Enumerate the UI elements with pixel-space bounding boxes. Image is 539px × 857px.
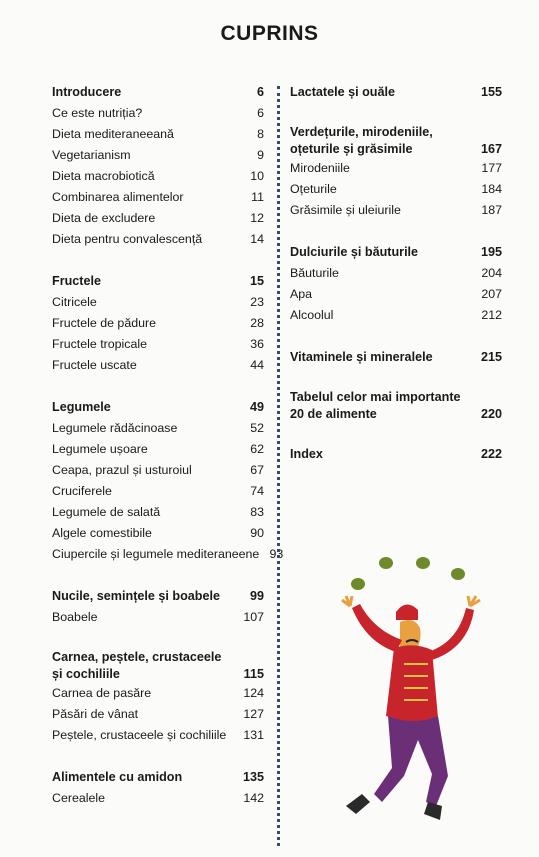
toc-item-page: 204 xyxy=(481,266,502,280)
toc-item-page: 107 xyxy=(243,610,264,624)
toc-item-label: Algele comestibile xyxy=(52,526,152,540)
toc-item-page: 9 xyxy=(257,148,264,162)
toc-heading-page: 215 xyxy=(480,350,502,364)
toc-heading-last-line xyxy=(290,406,502,423)
toc-item-page: 36 xyxy=(250,337,264,351)
toc-item-page: 23 xyxy=(250,295,264,309)
toc-item-pasari-de-vanat[interactable] xyxy=(52,704,264,725)
toc-item-page: 67 xyxy=(250,463,264,477)
toc-item-label: Legumele ușoare xyxy=(52,442,148,456)
toc-item-label: Dieta macrobiotică xyxy=(52,169,155,183)
toc-item-page: 11 xyxy=(251,190,264,204)
toc-heading-label: Vitaminele și mineralele xyxy=(290,350,433,364)
toc-item-alcoolul[interactable] xyxy=(290,305,502,326)
toc-item-dieta-pentru-convalescenta[interactable] xyxy=(52,229,264,250)
toc-item-legumele-usoare[interactable] xyxy=(52,439,264,460)
toc-item-label: Ciupercile și legumele mediteraneene xyxy=(52,547,260,561)
juggler-illustration xyxy=(318,540,518,840)
toc-item-dieta-mediteraneeana[interactable] xyxy=(52,124,264,145)
left-shoe xyxy=(346,794,370,814)
toc-item-label: Boabele xyxy=(52,610,98,624)
toc-heading-label: Fructele xyxy=(52,274,101,288)
toc-item-label: Cerealele xyxy=(52,791,106,805)
toc-heading-alimentele-cu-amidon[interactable] xyxy=(52,767,264,788)
toc-item-label: Legumele rădăcinoase xyxy=(52,421,178,435)
hat xyxy=(396,604,418,620)
toc-section xyxy=(52,82,264,250)
toc-item-ciupercile-si-legumele-mediteraneene[interactable] xyxy=(52,544,284,565)
right-arm xyxy=(428,608,474,660)
toc-item-page: 28 xyxy=(250,316,264,330)
toc-heading-index[interactable] xyxy=(290,444,502,465)
toc-item-combinarea-alimentelor[interactable] xyxy=(52,187,264,208)
toc-heading-label: oțeturile și grăsimile xyxy=(290,142,413,156)
toc-item-label: Ceapa, prazul și usturoiul xyxy=(52,463,192,477)
toc-item-grasimile-si-uleiurile[interactable] xyxy=(290,200,502,221)
toc-item-label: Ce este nutriția? xyxy=(52,106,143,120)
toc-item-page: 90 xyxy=(250,526,264,540)
toc-heading-oteturile-si-grasimile[interactable] xyxy=(290,124,502,158)
toc-item-fructele-tropicale[interactable] xyxy=(52,334,264,355)
toc-section xyxy=(290,347,502,368)
toc-item-vegetarianism[interactable] xyxy=(52,145,264,166)
juggling-ball-4 xyxy=(451,568,465,580)
toc-item-label: Peștele, crustaceele și cochiliile xyxy=(52,728,227,742)
toc-item-bauturile[interactable] xyxy=(290,263,502,284)
toc-heading-line: Tabelul celor mai importante xyxy=(290,390,461,404)
toc-item-label: Fructele uscate xyxy=(52,358,137,372)
toc-item-label: Fructele de pădure xyxy=(52,316,157,330)
toc-item-mirodeniile[interactable] xyxy=(290,158,502,179)
toc-heading-page: 135 xyxy=(242,770,264,784)
toc-item-cerealele[interactable] xyxy=(52,788,264,809)
toc-heading-label: și cochiliile xyxy=(52,667,120,681)
toc-item-page: 44 xyxy=(250,358,264,372)
toc-heading-line: Verdețurile, mirodeniile, xyxy=(290,125,433,139)
juggling-ball-2 xyxy=(379,557,393,569)
toc-heading-label: Introducere xyxy=(52,85,122,99)
toc-heading-last-line xyxy=(52,666,264,683)
toc-heading-page: 115 xyxy=(243,667,264,681)
toc-section xyxy=(290,124,502,221)
toc-heading-page: 195 xyxy=(480,245,502,259)
toc-item-page: 14 xyxy=(250,232,264,246)
toc-heading-label: Legumele xyxy=(52,400,111,414)
toc-heading-page: 6 xyxy=(256,85,264,99)
toc-item-ce-este-nutritia[interactable] xyxy=(52,103,264,124)
toc-item-label: Vegetarianism xyxy=(52,148,131,162)
toc-item-page: 62 xyxy=(250,442,264,456)
toc-right-column xyxy=(290,82,502,486)
toc-item-page: 12 xyxy=(250,211,264,225)
toc-heading-dulciurile-si-bauturile[interactable] xyxy=(290,242,502,263)
toc-item-label: Grăsimile și uleiurile xyxy=(290,203,401,217)
toc-heading-label: Dulciurile și băuturile xyxy=(290,245,419,259)
toc-item-apa[interactable] xyxy=(290,284,502,305)
page-title: CUPRINS xyxy=(220,22,319,45)
toc-item-page: 10 xyxy=(250,169,264,183)
toc-item-page: 207 xyxy=(481,287,502,301)
toc-heading-fructele[interactable] xyxy=(52,271,264,292)
toc-section xyxy=(290,242,502,326)
toc-heading-page: 167 xyxy=(480,142,502,156)
toc-item-page: 6 xyxy=(257,106,264,120)
toc-heading-page: 220 xyxy=(480,407,502,421)
toc-item-carnea-de-pasare[interactable] xyxy=(52,683,264,704)
jacket xyxy=(386,645,438,721)
toc-item-cruciferele[interactable] xyxy=(52,481,264,502)
toc-section xyxy=(290,82,502,103)
toc-heading-line: Carnea, peștele, crustaceele xyxy=(52,650,222,664)
toc-item-oteturile[interactable] xyxy=(290,179,502,200)
toc-item-ceapa-prazul-si-usturoiul[interactable] xyxy=(52,460,264,481)
toc-section xyxy=(52,649,264,746)
left-arm xyxy=(352,604,402,652)
toc-heading-si-cochiliile[interactable] xyxy=(52,649,264,683)
toc-item-label: Combinarea alimentelor xyxy=(52,190,184,204)
toc-item-page: 83 xyxy=(250,505,264,519)
toc-item-page: 142 xyxy=(243,791,264,805)
trousers xyxy=(374,716,448,806)
toc-item-citricele[interactable] xyxy=(52,292,264,313)
toc-section xyxy=(290,444,502,465)
toc-item-label: Cruciferele xyxy=(52,484,112,498)
toc-heading-label: Nucile, semințele și boabele xyxy=(52,589,220,603)
toc-heading-label: 20 de alimente xyxy=(290,407,377,421)
toc-left-column xyxy=(52,82,284,830)
toc-heading-page: 222 xyxy=(480,447,502,461)
toc-item-label: Dieta pentru convalescență xyxy=(52,232,203,246)
toc-section xyxy=(52,586,264,628)
toc-heading-page: 49 xyxy=(249,400,264,414)
toc-heading-page: 99 xyxy=(249,589,264,603)
toc-heading-label: Alimentele cu amidon xyxy=(52,770,183,784)
toc-item-label: Legumele de salată xyxy=(52,505,161,519)
toc-heading-page: 155 xyxy=(480,85,502,99)
toc-item-algele-comestibile[interactable] xyxy=(52,523,264,544)
toc-item-label: Apa xyxy=(290,287,313,301)
toc-heading-lactatele-si-ouale[interactable] xyxy=(290,82,502,103)
toc-item-page: 177 xyxy=(481,161,502,175)
toc-heading-label: Index xyxy=(290,447,323,461)
toc-heading-page: 15 xyxy=(249,274,264,288)
toc-item-pestele-crustaceele-si-cochiliile[interactable] xyxy=(52,725,264,746)
toc-section xyxy=(52,271,264,376)
toc-item-page: 124 xyxy=(243,686,264,700)
toc-heading-label: Lactatele și ouăle xyxy=(290,85,395,99)
toc-item-legumele-radacinoase[interactable] xyxy=(52,418,264,439)
toc-item-page: 8 xyxy=(257,127,264,141)
toc-item-page: 127 xyxy=(243,707,264,721)
toc-item-page: 131 xyxy=(243,728,264,742)
juggling-ball-1 xyxy=(351,578,365,590)
toc-item-page: 52 xyxy=(250,421,264,435)
toc-heading-introducere[interactable] xyxy=(52,82,264,103)
toc-section xyxy=(52,397,284,565)
toc-item-label: Dieta de excludere xyxy=(52,211,156,225)
toc-item-page: 93 xyxy=(269,547,284,561)
toc-heading-vitaminele-si-mineralele[interactable] xyxy=(290,347,502,368)
toc-section xyxy=(52,767,264,809)
toc-item-fructele-de-padure[interactable] xyxy=(52,313,264,334)
toc-item-page: 184 xyxy=(481,182,502,196)
toc-item-dieta-de-excludere[interactable] xyxy=(52,208,264,229)
toc-heading-nucile-semintele-si-boabele[interactable] xyxy=(52,586,264,607)
toc-item-label: Carnea de pasăre xyxy=(52,686,152,700)
toc-heading-legumele[interactable] xyxy=(52,397,264,418)
toc-item-label: Alcoolul xyxy=(290,308,334,322)
toc-item-page: 212 xyxy=(481,308,502,322)
toc-heading-20-de-alimente[interactable] xyxy=(290,389,502,423)
toc-item-label: Dieta mediteraneeană xyxy=(52,127,174,141)
toc-item-label: Băuturile xyxy=(290,266,339,280)
dotted-divider xyxy=(277,86,280,846)
toc-item-label: Oțeturile xyxy=(290,182,337,196)
juggling-ball-3 xyxy=(416,557,430,569)
right-shoe xyxy=(424,802,442,820)
toc-item-label: Citricele xyxy=(52,295,97,309)
toc-heading-last-line xyxy=(290,141,502,158)
toc-item-label: Păsări de vânat xyxy=(52,707,139,721)
toc-item-fructele-uscate[interactable] xyxy=(52,355,264,376)
toc-item-legumele-de-salata[interactable] xyxy=(52,502,264,523)
toc-section xyxy=(290,389,502,423)
toc-item-boabele[interactable] xyxy=(52,607,264,628)
toc-item-label: Fructele tropicale xyxy=(52,337,148,351)
toc-item-page: 187 xyxy=(481,203,502,217)
toc-item-dieta-macrobiotica[interactable] xyxy=(52,166,264,187)
toc-item-label: Mirodeniile xyxy=(290,161,350,175)
toc-item-page: 74 xyxy=(250,484,264,498)
